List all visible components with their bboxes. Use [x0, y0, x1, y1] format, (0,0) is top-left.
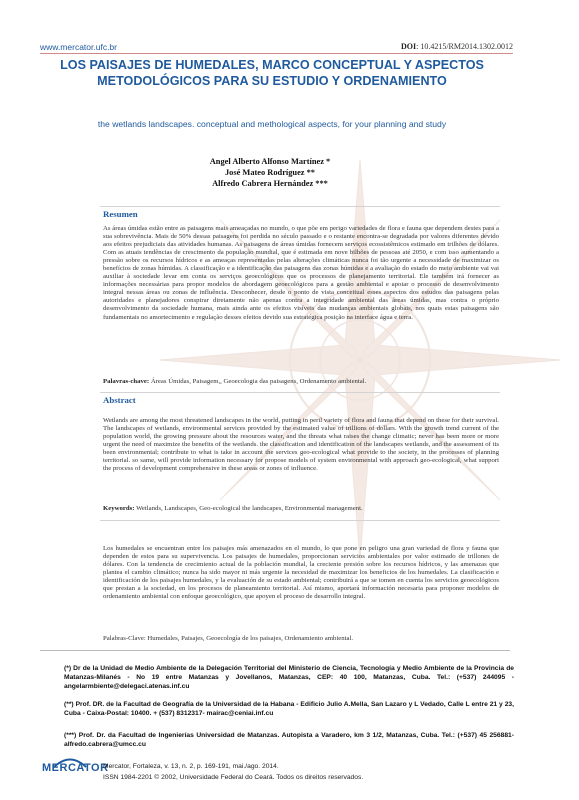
mercator-logo: MERCATOR: [42, 762, 109, 774]
author-list: [150, 156, 390, 189]
section-divider: [100, 206, 500, 207]
abstract-heading: Abstract: [103, 395, 136, 405]
publication-info: [103, 761, 363, 783]
footnote-1: (*) Dr de la Unidad de Medio Ambiente de la Delegación Territorial del Ministerio de Ciencia, Tecnología y Medio Ambiente de la Provincia de Matanzas-Milanés - No 19 entre Matanzas y Jovellanos, Matanzas, CEP: 40 100, Matanzas, Cuba. Tel.: (+537) 244095 - angelarmbiente@delegaci.atenas.inf.cu: [64, 665, 514, 691]
author-2: José Mateo Rodríguez **: [224, 168, 315, 177]
section-divider: [100, 520, 500, 521]
resumen-keywords: Palavras-chave: Áreas Úmidas, Paisagem,, Geoecologia das paisagens, Ordenamento ambiental.: [103, 378, 367, 385]
header-divider: [40, 53, 513, 54]
footnote-divider: [40, 650, 510, 651]
resumen-text: As áreas úmidas estão entre as paisagens mais ameaçadas no mundo, o que põe em perigo variedades de flora e fauna que dependem destes para a sua sobrevivência. Mais de 50% dessas paisagens foi perdida no século passado e o restante encontra-se degradada por valores diferentes devido aos efeitos prejudiciais das atividades humanas. As paisagens de áreas úmidas fornecem serviços ecossistêmicos estimado em trilhões de dólares. Com as atuais tendências de crescimento da população mundial, que é estimada em nove bilhões de pessoas até 2050, e com isso aumentando a pressão sobre os recursos hídricos e as ameaças representadas pelas alterações climáticas nunca foi tão urgente a necessidade de maximizar os benefícios de zonas húmidas. A classificação e a identificação das paisagens das zonas húmidas e a avaliação do estado do meio ambiente vai vai auxiliar à sociedade levar em conta os serviços geoecológicos que os processos de planejamento territorial. Ele também irá fornecer as informações necessárias para propor modelos de abordagem geoecológicos para a gestão ambiental e apoiar o processo de desenvolvimento integral nessas áreas ou zonas de influência. Desconhecer, desde o ponto de vista conceitual esses aspectos dos estudos das paisagens pelas autoridades e planejadores conspirar diretamente não apenas contra a integridade ambiental das áreas úmidas, mas contra o próprio desenvolvimento da sociedade humana, mais ainda ante os efeitos visíveis das mudanças ambientais globais, nos quais estas paisagens são fundamentais no amortecimento e regulação desses efeitos devido sua estratégica posição na interface água e terra.: [103, 225, 499, 321]
resumen-es-text: Los humedales se encuentran entre los paisajes más amenazados en el mundo, lo que pone en peligro una gran variedad de flora y fauna que dependen de estos para su supervivencia. Los paisajes de humedales, proporcionan servicios ambientales por valor estimado de trillones de dólares. Con la tendencia de crecimiento actual de la población mundial, la creciente presión sobre los recursos hídricos, y las amenazas que plantea el cambio climático; nunca ha sido mayor ni más urgente la necesidad de maximizar los beneficios de los humedales. La clasificación e identificación de los paisajes humedales, y la evaluación de su estado ambiental; contribuirá a que se tomen en cuenta los servicios geoecológicos que prestan a la sociedad, en los procesos de planeamiento territorial. Así mismo, aportará información necesaria para proponer modelos de ordenamiento ambiental con enfoque geoecológico, que apoyen el proceso de desarrollo integral.: [103, 545, 499, 601]
article-subtitle: the wetlands landscapes. conceptual and methological aspects, for your planning and study: [97, 119, 447, 129]
section-divider: [100, 392, 500, 393]
footnote-2: (**) Prof. DR. de la Facultad de Geografía de la Universidad de la Habana - Edificio Julio A.Mella, San Lazaro y L Vedado, Calle L entre 21 y 23, Cuba - Caixa-Postal: 10400. + (537) 8312317- mairac@ceniai.inf.cu: [64, 701, 514, 718]
issn-line: ISSN 1984-2201 © 2002, Universidade Federal do Ceará. Todos os direitos reservados.: [103, 774, 364, 781]
abstract-keywords: Keywords: Wetlands, Landscapes, Geo-ecological the landscapes, Environmental management.: [103, 505, 363, 512]
footnote-3: (***) Prof. Dr. da Facultad de Ingenierías Universidad de Matanzas. Autopista a Varadero, km 3 1/2, Matanzas, Cuba. Tel.: (+537) 45 256881- alfredo.cabrera@umcc.cu: [64, 732, 514, 749]
journal-url[interactable]: www.mercator.ufc.br: [40, 42, 117, 52]
resumen-heading: Resumen: [103, 209, 138, 219]
resumen-es-keywords: Palabras-Clave: Humedales, Paisajes, Geoecología de los paisajes, Ordenamiento ambiental.: [103, 635, 354, 642]
doi: DOI: 10.4215/RM2014.1302.0012: [400, 42, 513, 51]
abstract-text: Wetlands are among the most threatened landscapes in the world, putting in peril variety of flora and fauna that depend on these for their survival. The landscapes of wetlands, environmental services provided by the estimated value of trillions of dollars. With the growth trend current of the population world, the growing pressure about the resources water, and the threats what raises the change climatic; never has been more or more urgent the need of maximize the benefits of the wetlands. the classification and identification of the landscapes wetlands, and the assessment of its been environmental; contribute to what is take in account the services geo-ecological what provide to the society, in the processes of planning territorial. so same, will provide information necessary for propose models of system environmental with approach geo-ecological, what support the process of development comprehensive in these areas or zones of influence.: [103, 417, 499, 473]
citation-line: Mercator, Fortaleza, v. 13, n. 2, p. 169-191, mai./ago. 2014.: [103, 763, 279, 770]
author-3: Alfredo Cabrera Hernández ***: [212, 179, 328, 188]
article-title: LOS PAISAJES DE HUMEDALES, MARCO CONCEPTUAL Y ASPECTOS METODOLÓGICOS PARA SU ESTUDIO Y ORDENAMIENTO: [60, 58, 484, 88]
author-1: Angel Alberto Alfonso Martínez *: [209, 157, 331, 166]
